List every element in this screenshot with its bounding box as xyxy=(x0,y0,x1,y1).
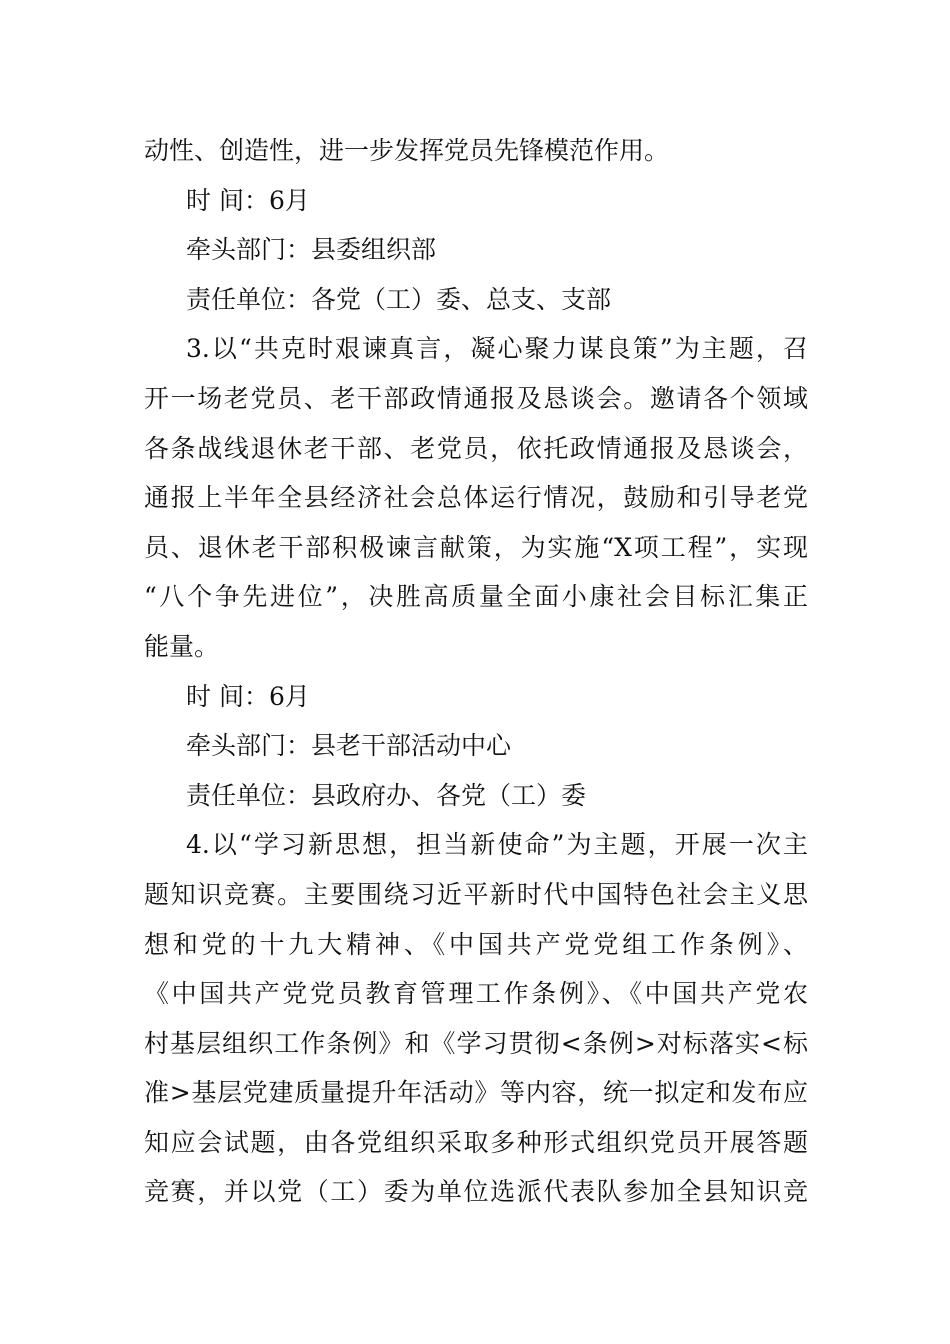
paragraph-line: 想和党的十九大精神、《中国共产党党组工作条例》、 xyxy=(144,929,808,959)
paragraph-line: 各条战线退休老干部、老党员，依托政情通报及恳谈会， xyxy=(144,433,808,463)
paragraph-line: 时 间：6月 xyxy=(186,681,310,711)
paragraph-line: 动性、创造性，进一步发挥党员先锋模范作用。 xyxy=(144,136,670,165)
paragraph-line: 村基层组织工作条例》和《学习贯彻<条例>对标落实<标 xyxy=(144,1028,808,1058)
document-body xyxy=(144,126,808,1217)
paragraph-line: 竞赛，并以党（工）委为单位选派代表队参加全县知识竞 xyxy=(144,1177,808,1207)
paragraph-line: 准>基层党建质量提升年活动》等内容，统一拟定和发布应 xyxy=(144,1078,808,1108)
paragraph-line: 员、退休老干部积极谏言献策，为实施“X项工程”，实现 xyxy=(144,532,808,562)
paragraph-line: 责任单位：县政府办、各党（工）委 xyxy=(186,780,587,810)
paragraph-line: 时 间：6月 xyxy=(186,185,310,215)
paragraph-line: 牵头部门：县委组织部 xyxy=(186,235,437,265)
paragraph-line: 责任单位：各党（工）委、总支、支部 xyxy=(186,284,612,314)
paragraph-line: 《中国共产党党员教育管理工作条例》、《中国共产党农 xyxy=(144,979,808,1009)
paragraph-line: 开一场老党员、老干部政情通报及恳谈会。邀请各个领域 xyxy=(144,383,808,413)
paragraph-line: 题知识竞赛。主要围绕习近平新时代中国特色社会主义思 xyxy=(144,879,808,909)
paragraph-line: 通报上半年全县经济社会总体运行情况，鼓励和引导老党 xyxy=(144,483,808,513)
paragraph-line: 4.以“学习新思想，担当新使命”为主题，开展一次主 xyxy=(186,830,808,860)
paragraph-line: 牵头部门：县老干部活动中心 xyxy=(186,731,512,761)
paragraph-line: 能量。 xyxy=(144,631,220,661)
paragraph-line: 知应会试题，由各党组织采取多种形式组织党员开展答题 xyxy=(144,1127,808,1157)
paragraph-line: 3.以“共克时艰谏真言，凝心聚力谋良策”为主题，召 xyxy=(186,334,808,364)
paragraph-line: “八个争先进位”，决胜高质量全面小康社会目标汇集正 xyxy=(144,582,808,612)
